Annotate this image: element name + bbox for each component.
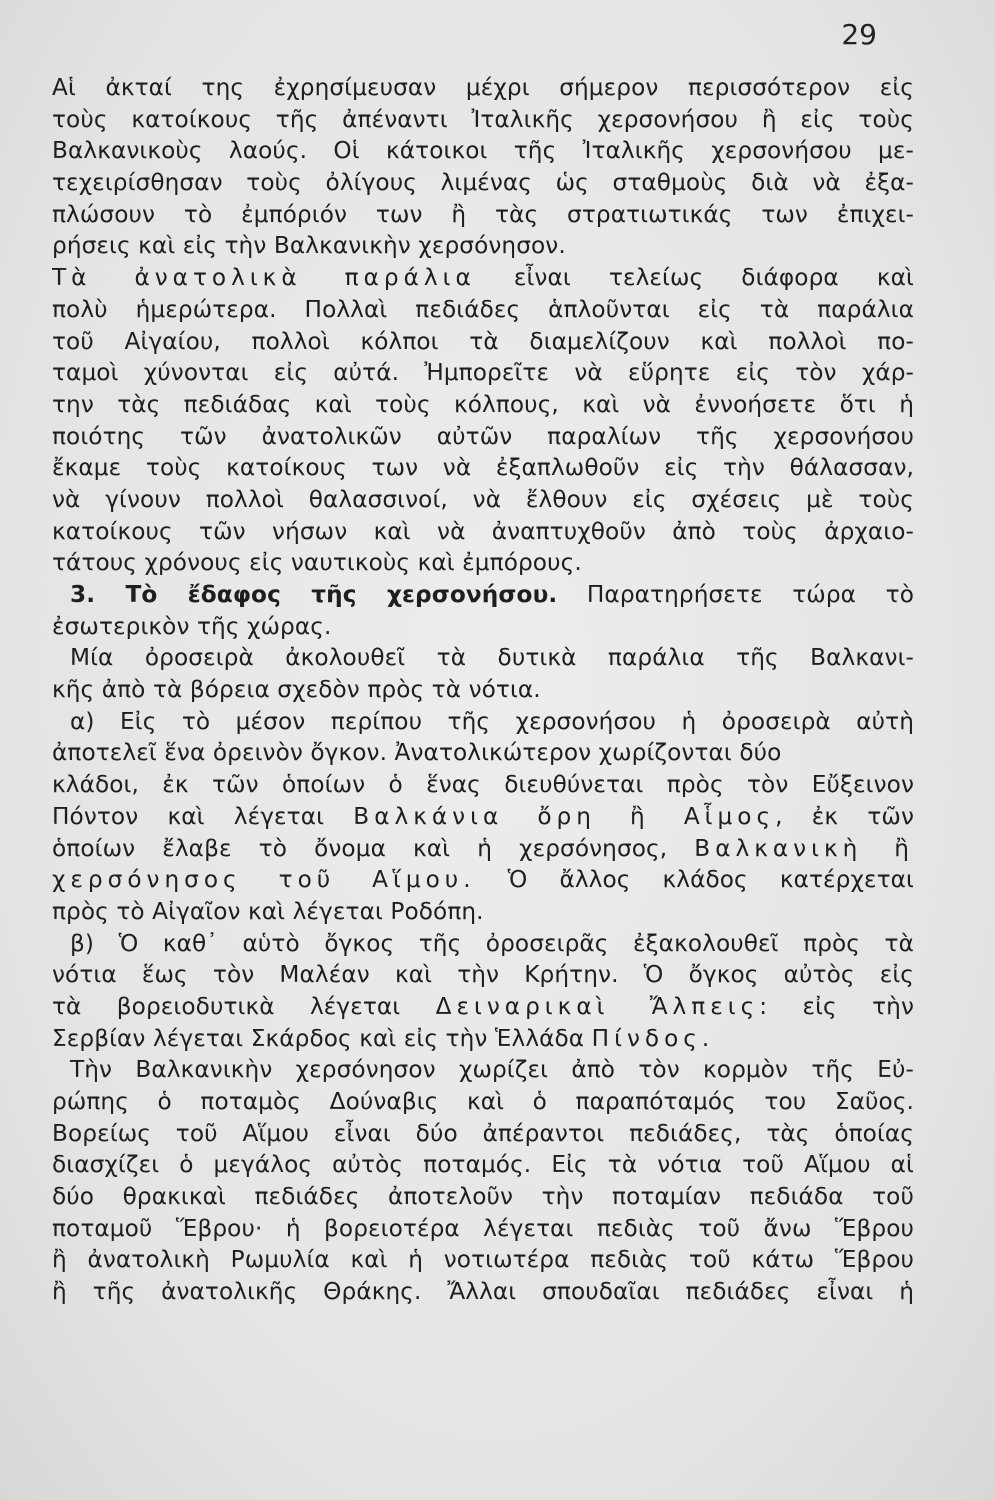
text-line [52,928,914,960]
text-line [52,1054,914,1086]
text-segment: ἐσωτερικὸν τῆς χώρας. [52,612,332,640]
text-segment: Βαλκανικοὺς λαούς. Οἱ κάτοικοι τῆς Ἰταλικῆς χερσονήσου με- [52,137,914,165]
text-segment: . [701,1024,710,1052]
text-line [52,896,914,928]
text-line [52,1213,914,1245]
text-line [52,230,914,262]
text-segment: ταμοὶ χύνονται εἰς αὐτά. Ἠμπορεῖτε νὰ εὕρητε εἰς τὸν χάρ- [52,359,914,387]
text-segment: τεχειρίσθησαν τοὺς ὀλίγους λιμένας ὡς σταθμοὺς διὰ νὰ ἐξα- [52,169,914,197]
emphasized-term: Πίνδος [591,1024,702,1052]
text-line [52,199,914,231]
text-line [52,991,914,1023]
text-segment: Ὁ ἄλλος κλάδος κατέρχεται [475,866,914,894]
text-line [52,421,914,453]
emphasized-term: Βαλκάνια ὄρη ἢ Αἷμος [353,802,776,830]
text-line [52,104,914,136]
text-segment: την τὰς πεδιάδας καὶ τοὺς κόλπους, καὶ νὰ ἐννοήσετε ὅτι ἡ [52,390,914,418]
text-segment: ποταμοῦ Ἕβρου· ἡ βορειοτέρα λέγεται πεδιὰς τοῦ ἄνω Ἕβρου [52,1214,914,1242]
text-segment: Τὴν Βαλκανικὴν χερσόνησον χωρίζει ἀπὸ τὸν κορμὸν τῆς Εὐ- [70,1056,914,1084]
text-line [52,1118,914,1150]
section-heading: 3. Τὸ ἔδαφος τῆς χερσονήσου. [70,581,558,608]
text-segment: τοὺς κατοίκους τῆς ἀπέναντι Ἰταλικῆς χερσονήσου ἢ εἰς τοὺς [52,105,914,133]
text-line [52,674,914,706]
text-line [52,611,914,643]
text-segment: ὁποίων ἔλαβε τὸ ὄνομα καὶ ἡ χερσόνησος, [52,834,695,862]
text-line [52,1149,914,1181]
text-segment: πλώσουν τὸ ἐμπόριόν των ἢ τὰς στρατιωτικάς των ἐπιχει- [52,200,914,228]
text-segment: ἀποτελεῖ ἕνα ὀρεινὸν ὄγκον. Ἀνατολικώτερον χωρίζονται δύο [52,739,782,767]
text-segment: Παρατηρήσετε τώρα τὸ [557,581,914,608]
text-line [52,452,914,484]
emphasized-term: Τὰ ἀνατολικὰ παράλια [52,264,476,292]
text-segment: ρώπης ὁ ποταμὸς Δούναβις καὶ ὁ παραπόταμός του Σαῦος. [52,1088,914,1115]
text-segment: Βορείως τοῦ Αἵμου εἶναι δύο ἀπέραντοι πεδιάδες, τὰς ὁποίας [52,1119,914,1147]
text-line [52,516,914,548]
text-line [52,1276,914,1308]
text-line [52,294,914,326]
text-line [52,864,914,896]
text-segment: ἔκαμε τοὺς κατοίκους των νὰ ἐξαπλωθοῦν εἰς τὴν θάλασσαν, [52,454,914,482]
text-segment: , ἐκ τῶν [775,802,914,830]
emphasized-term: Βαλκανικὴ ἢ [694,834,914,862]
text-line [52,1023,914,1055]
text-segment: κατοίκους τῶν νήσων καὶ νὰ ἀναπτυχθοῦν ἀπὸ τοὺς ἀρχαιο- [52,517,914,545]
text-line [52,72,914,104]
text-segment: νότια ἕως τὸν Μαλέαν καὶ τὴν Κρήτην. Ὁ ὄγκος αὐτὸς εἰς [52,961,914,989]
text-segment: α) Εἰς τὸ μέσον περίπου τῆς χερσονήσου ἡ ὀροσειρὰ αὐτὴ [70,707,914,735]
emphasized-term: χερσόνησος τοῦ Αἵμου. [52,866,476,894]
text-line [52,262,914,294]
text-line [52,484,914,516]
page-text-body [52,72,914,1308]
text-line [52,642,914,674]
text-line [52,135,914,167]
emphasized-term: Δειναρικαὶ Ἄλπεις [435,992,760,1020]
text-line [52,706,914,738]
text-line [52,769,914,801]
text-segment: ρήσεις καὶ εἰς τὴν Βαλκανικὴν χερσόνησον. [52,232,566,260]
text-segment: Σερβίαν λέγεται Σκάρδος καὶ εἰς τὴν Ἑλλάδα [52,1024,592,1052]
text-line [52,389,914,421]
text-segment: κλάδοι, ἐκ τῶν ὁποίων ὁ ἕνας διευθύνεται πρὸς τὸν Εὔξεινον [52,771,914,799]
text-line [52,579,914,611]
text-segment: ποιότης τῶν ἀνατολικῶν αὐτῶν παραλίων τῆς χερσονήσου [52,422,914,450]
text-segment: Μία ὀροσειρὰ ἀκολουθεῖ τὰ δυτικὰ παράλια τῆς Βαλκανι- [70,644,914,672]
text-segment: νὰ γίνουν πολλοὶ θαλασσινοί, νὰ ἔλθουν εἰς σχέσεις μὲ τοὺς [52,485,914,513]
text-segment: πρὸς τὸ Αἰγαῖον καὶ λέγεται Ροδόπη. [52,897,484,925]
text-line [52,1244,914,1276]
text-segment: τοῦ Αἰγαίου, πολλοὶ κόλποι τὰ διαμελίζουν καὶ πολλοὶ πο- [52,327,914,355]
text-segment: Αἱ ἀκταί της ἐχρησίμευσαν μέχρι σήμερον περισσότερον εἰς [52,74,914,101]
text-segment: εἶναι τελείως διάφορα καὶ [475,264,914,292]
page-number: 29 [841,18,877,51]
text-line [52,1181,914,1213]
text-line [52,737,914,769]
text-line [52,326,914,358]
text-segment: Πόντον καὶ λέγεται [52,802,354,830]
text-segment: κῆς ἀπὸ τὰ βόρεια σχεδὸν πρὸς τὰ νότια. [52,676,541,704]
text-line [52,167,914,199]
text-line [52,1086,914,1118]
text-segment: δύο θρακικαὶ πεδιάδες ἀποτελοῦν τὴν ποταμίαν πεδιάδα τοῦ [52,1183,914,1211]
text-segment: πολὺ ἡμερώτερα. Πολλαὶ πεδιάδες ἁπλοῦνται εἰς τὰ παράλια [52,295,914,323]
text-segment: ἢ ἀνατολικὴ Ρωμυλία καὶ ἡ νοτιωτέρα πεδιὰς τοῦ κάτω Ἕβρου [52,1246,914,1274]
text-line [52,959,914,991]
text-segment: τὰ βορειοδυτικὰ λέγεται [52,992,436,1020]
text-line [52,833,914,865]
text-segment: διασχίζει ὁ μεγάλος αὐτὸς ποταμός. Εἰς τὰ νότια τοῦ Αἵμου αἱ [52,1151,914,1179]
text-segment: β) Ὁ καθ᾿ αὑτὸ ὄγκος τῆς ὀροσειρᾶς ἐξακολουθεῖ πρὸς τὰ [70,929,914,957]
text-segment: : εἰς τὴν [759,992,914,1020]
text-segment: τάτους χρόνους εἰς ναυτικοὺς καὶ ἐμπόρους. [52,549,582,577]
text-line [52,547,914,579]
text-line [52,357,914,389]
text-segment: ἢ τῆς ἀνατολικῆς Θράκης. Ἄλλαι σπουδαῖαι πεδιάδες εἶναι ἡ [52,1278,914,1306]
text-line [52,801,914,833]
